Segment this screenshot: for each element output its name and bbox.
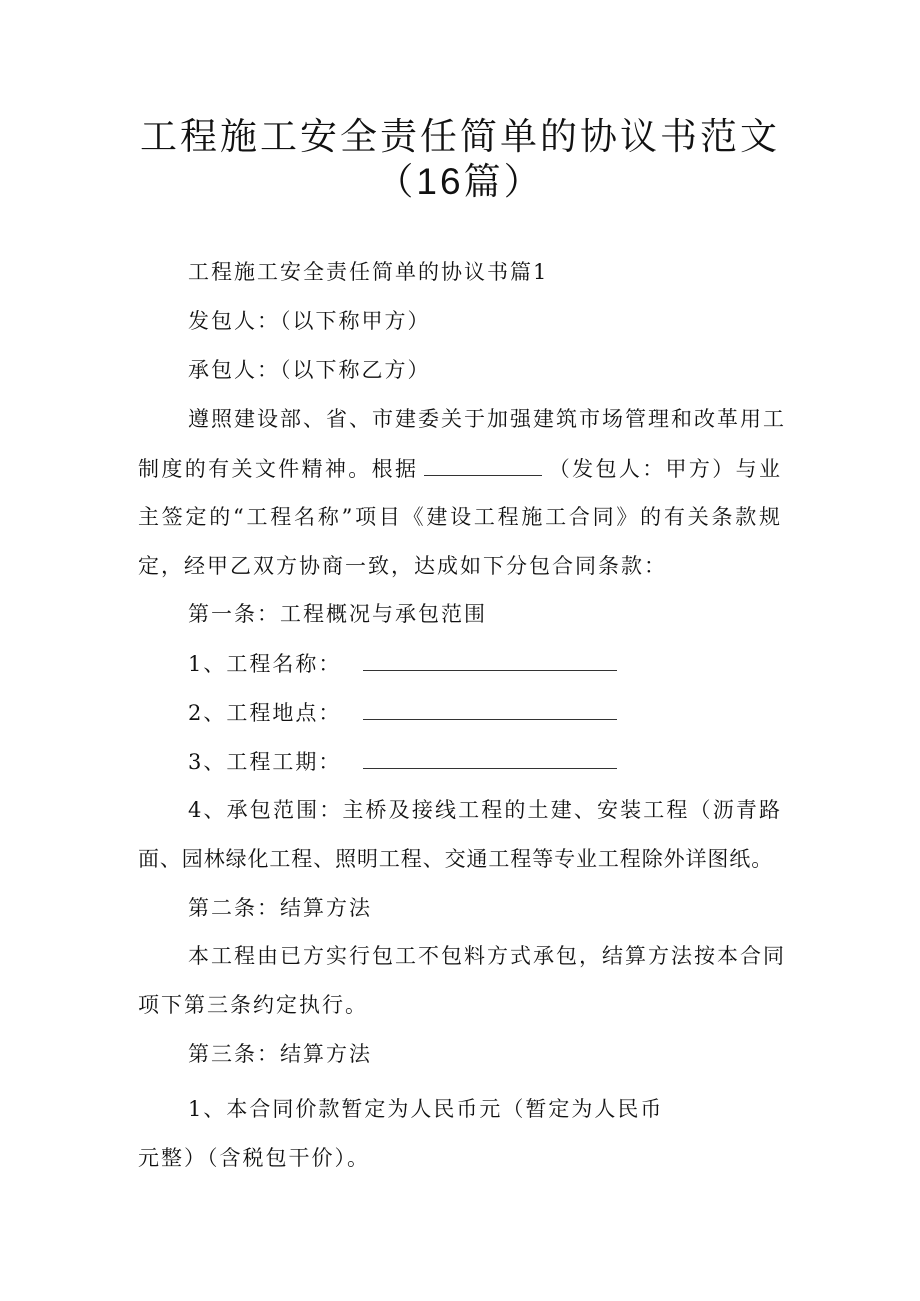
- document-title-line1: 工程施工安全责任简单的协议书范文: [140, 115, 780, 158]
- paragraph-3-line-2: 元整）（含税包干价）。: [138, 1146, 370, 1170]
- document-title-line2: [0, 157, 920, 207]
- title-count-suffix: 篇）: [463, 160, 544, 203]
- paragraph-1-line-1: 遵照建设部、省、市建委关于加强建筑市场管理和改革用工: [188, 407, 786, 431]
- blank-underline: [363, 648, 617, 671]
- title-open-paren: （: [376, 160, 417, 203]
- article-2-heading: 第二条：结算方法: [188, 896, 372, 920]
- title-count: 16: [416, 161, 464, 202]
- party-b-line: 承包人：（以下称乙方）: [188, 358, 431, 382]
- item-2-label: 2、工程地点：: [188, 701, 342, 725]
- section-heading: 工程施工安全责任简单的协议书篇1: [188, 260, 549, 284]
- item-3-line: [188, 746, 617, 777]
- paragraph-1-line-2-start: 制度的有关文件精神。根据: [138, 457, 419, 481]
- paragraph-1-line-3: 主签定的“工程名称”项目《建设工程施工合同》的有关条款规: [138, 505, 782, 529]
- item-3-label: 3、工程工期：: [188, 750, 342, 774]
- blank-underline: [424, 453, 542, 476]
- blank-underline: [363, 697, 617, 720]
- paragraph-1-line-2: [138, 453, 782, 484]
- paragraph-3-line-1: 1、本合同价款暂定为人民币元（暂定为人民币: [188, 1097, 664, 1121]
- item-4-line-2: 面、园林绿化工程、照明工程、交通工程等专业工程除外详图纸。: [138, 847, 774, 871]
- article-1-heading: 第一条：工程概况与承包范围: [188, 602, 487, 626]
- party-a-line: 发包人：（以下称甲方）: [188, 309, 431, 333]
- article-3-heading: 第三条：结算方法: [188, 1042, 372, 1066]
- paragraph-1-line-2-end: （发包人：甲方）与业: [548, 457, 783, 481]
- paragraph-2-line-1: 本工程由已方实行包工不包料方式承包，结算方法按本合同: [188, 944, 786, 968]
- item-1-label: 1、工程名称：: [188, 652, 342, 676]
- item-1-line: [188, 648, 617, 679]
- item-2-line: [188, 697, 617, 728]
- blank-underline: [363, 746, 617, 769]
- paragraph-1-line-4: 定，经甲乙双方协商一致，达成如下分包合同条款：: [138, 554, 667, 578]
- paragraph-2-line-2: 项下第三条约定执行。: [138, 993, 368, 1017]
- item-4-line-1: 4、承包范围：主桥及接线工程的土建、安装工程（沥青路: [188, 798, 782, 822]
